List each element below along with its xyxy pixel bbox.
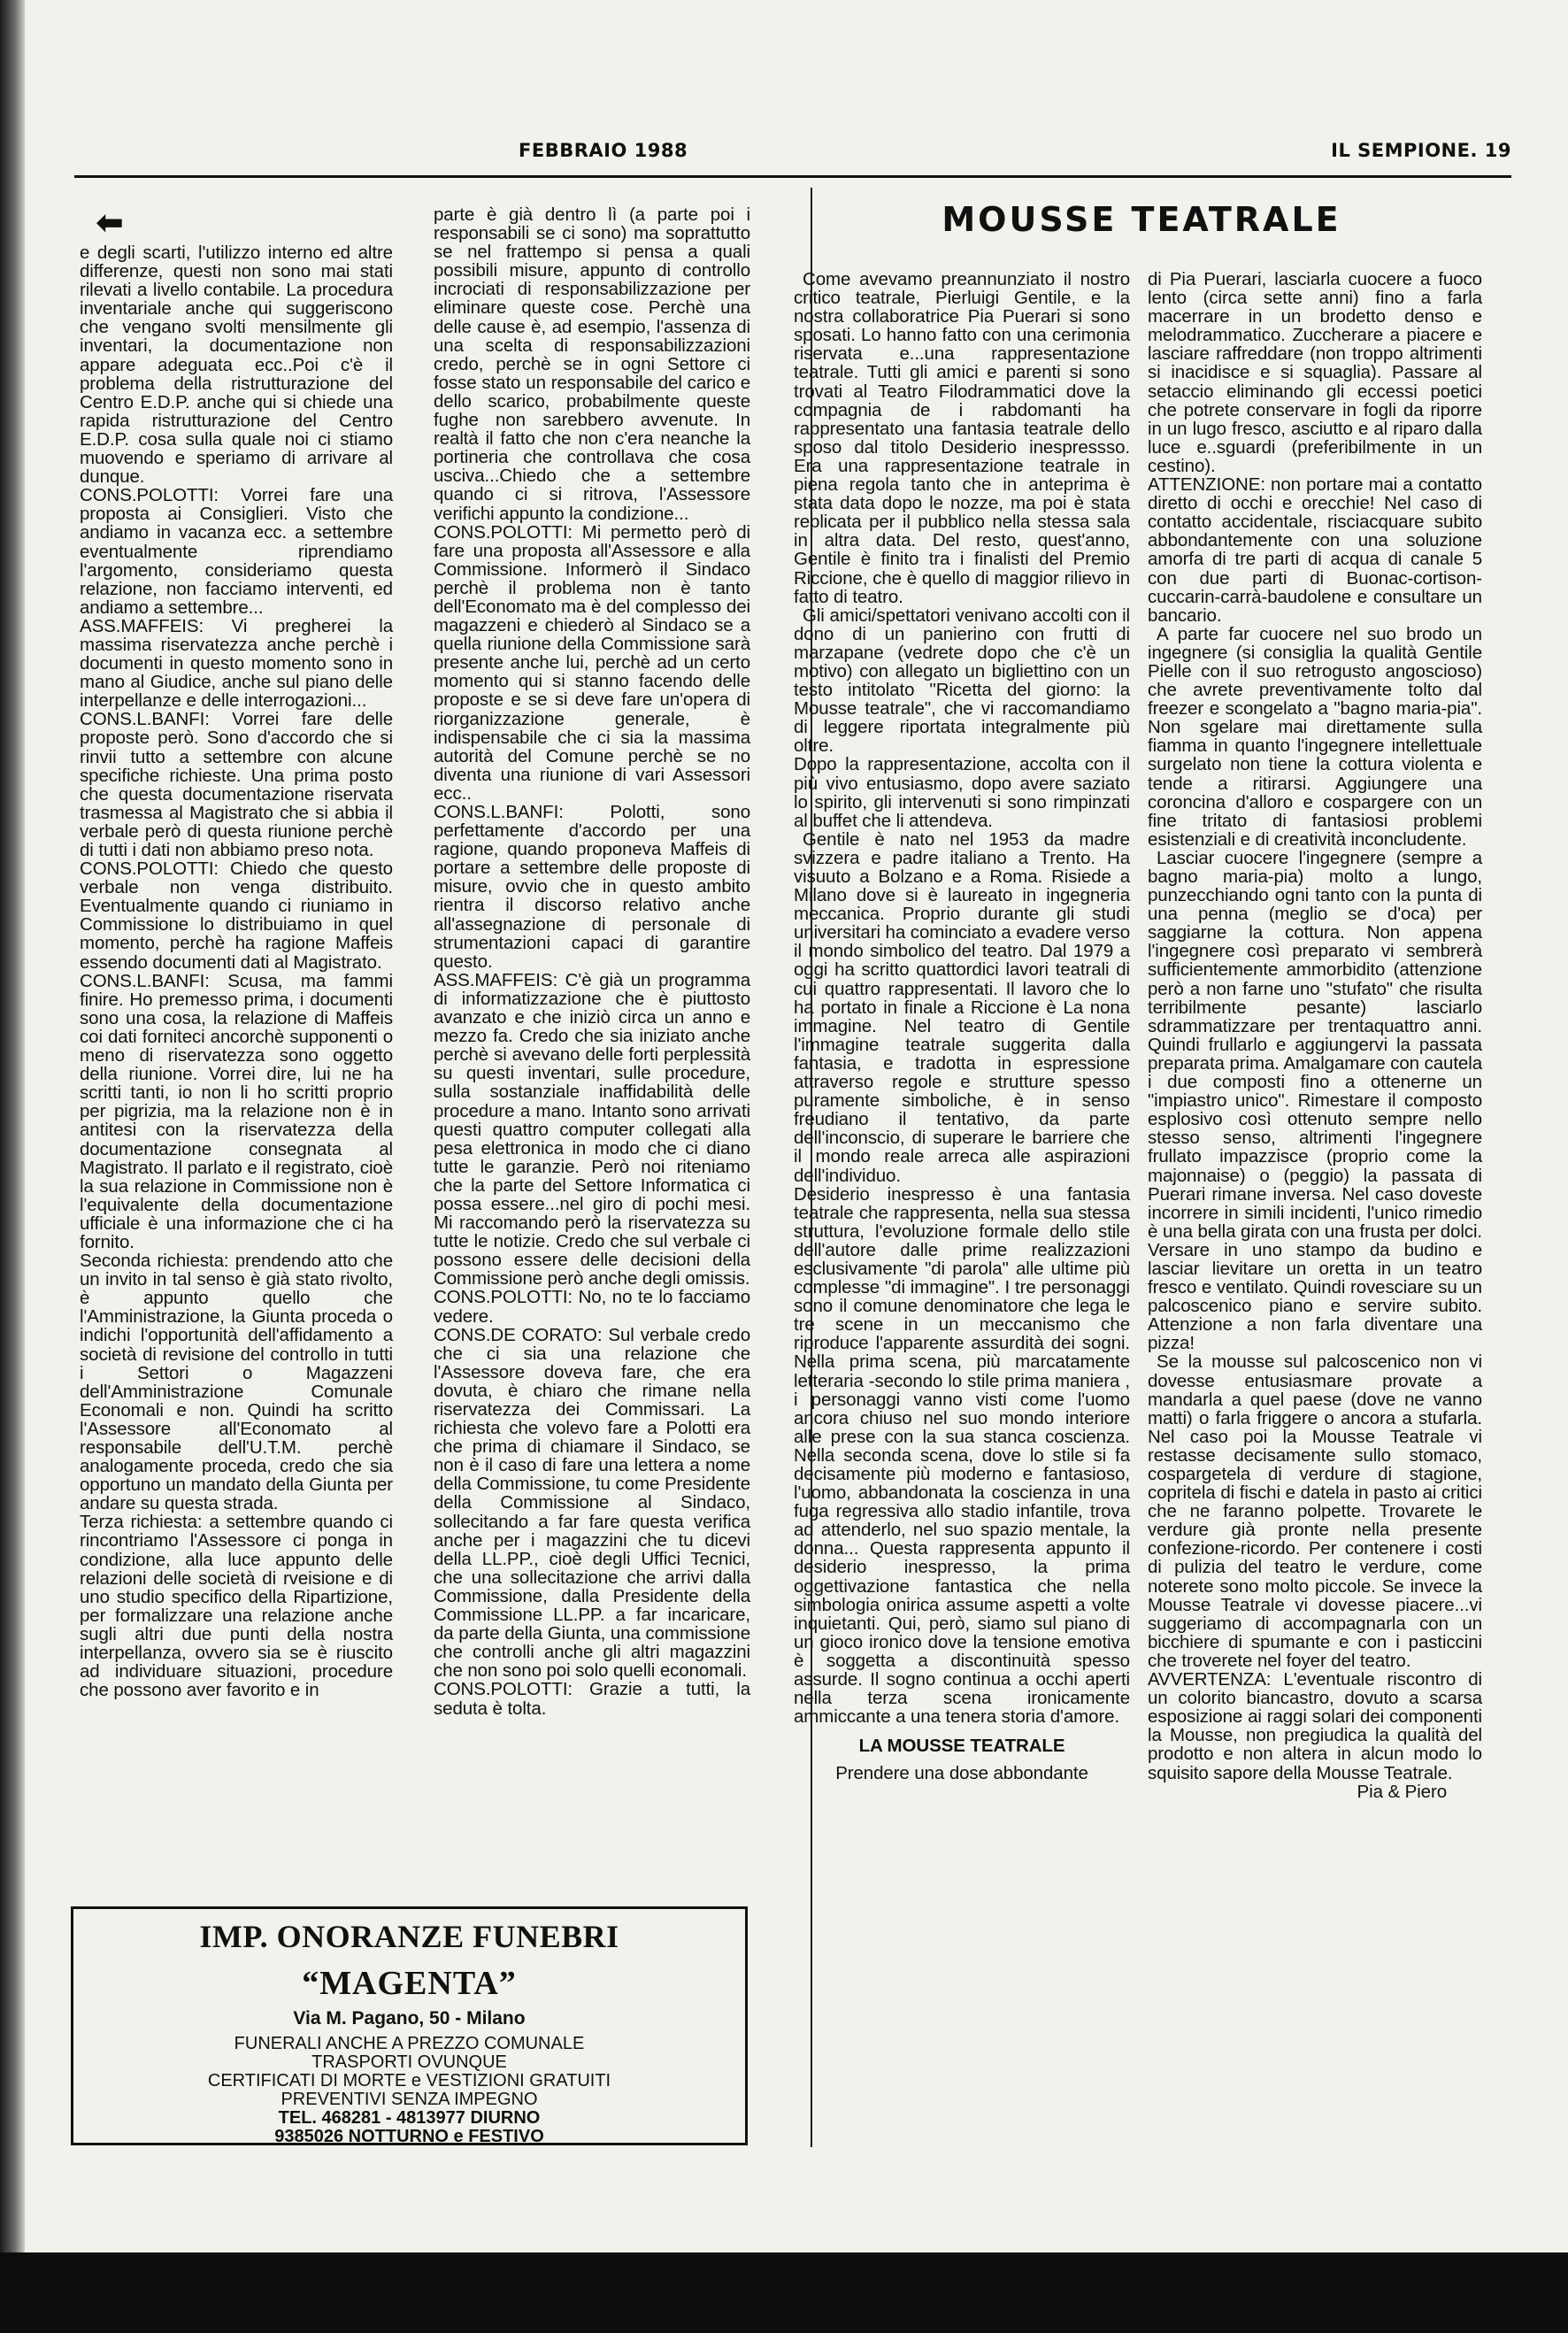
ad-line: PREVENTIVI SENZA IMPEGNO [281,2090,538,2109]
header-rule [74,175,1511,178]
ad-line: TRASPORTI OVUNQUE [311,2052,507,2072]
article-column-2 [1148,270,1482,1801]
paragraph: e degli scarti, l'utilizzo interno ed altre differenze, questi non sono mai stati rilevati a livello contabile. La procedura inventariale anche qui suggeriscono che vengano svolti mensilmente gli inventari, la documentazione non appare adeguata ecc..Poi c'è il problema della ristrutturazione del Centro E.D.P. anche qui si chiede una rapida ristrutturazione del Centro E.D.P. cosa sulla quale noi ci stiamo muovendo e speriamo di arrivare al dunque. [80,243,393,488]
ad-heading: IMP. ONORANZE FUNEBRI [199,1919,619,1954]
paragraph: ASS.MAFFEIS: Vi pregherei la massima riservatezza anche perchè i documenti in questo momento sono in mano al Giudice, anche sul piano delle interpellanze e delle interrogazioni... [80,615,393,712]
paragraph: Seconda richiesta: prendendo atto che un invito in tal senso è già stato rivolto, è appunto quello che l'Amministrazione, la Giunta proceda o indichi l'opportunità dell'affidamento a società di revisione del controllo in tutti i Settori o Magazzeni dell'Amministrazione Comunale Economali e non. Quindi ha scritto l'Assessore all'Economato al responsabile dell'U.T.M. perchè analogamente proceda, credo che sia opportuno un mandato della Giunta per andare su questa strada. [80,1251,393,1514]
paragraph: CONS.L.BANFI: Polotti, sono perfettamente d'accordo per una ragione, quando proponeva Maffeis di portare a settembre delle proposte di misure, ovvio che in questo ambito rientra il discorso relativo anche all'assegnazione di personale di strumentazioni capaci di garantire questo. [434,802,750,972]
ad-address: Via M. Pagano, 50 - Milano [293,2008,526,2029]
paragraph: Se la mousse sul palcoscenico non vi dovesse entusiasmare provate a mandarla a quel paese (dove ne vanno matti) o farla friggere o ancora a stufarla. Nel caso poi la Mousse Teatrale vi restasse decisamente sullo stomaco, cospargetela di verdure di stagione, copritela di fischi e datela in pasto ai critici che ne faranno polpette. Trovarete le verdure già pronte nella presente confezione-ricordo. Per contenere i costi di pulizia del teatro le verdure, come noterete sono molto piccole. Se invece la Mousse Teatrale vi dovesse piacere...vi suggeriamo di accompagnarla con un bicchiere di spumante e con i pasticcini che troverete nel foyer del teatro. [1148,1351,1482,1671]
paragraph: di Pia Puerari, lasciarla cuocere a fuoco lento (circa sette anni) fino a farla macerrare in un brodetto denso e melodrammatico. Zuccherare a piacere e lasciare raffreddare (non troppo altrimenti si inacidisce e si squaglia). Passare al setaccio eliminando gli eccessi poetici che potrete conservare in fogli da riporre in un lugo fresco, asciutto e al riparo dalla luce e..sguardi (preferibilmente in un cestino). [1148,269,1482,476]
issue-date: FEBBRAIO 1988 [519,140,688,161]
left-arrow-icon: ⬅ [96,203,124,242]
paragraph: CONS.L.BANFI: Vorrei fare delle proposte però. Sono d'accordo che si rinvii tutto a settembre con alcune specifiche richieste. Una prima posto che questa documentazione riservata trasmessa al Magistrato che si abbia il verbale però di questa riunione perchè di tutti i dati non abbiamo preso nota. [80,709,393,860]
paragraph: A parte far cuocere nel suo brodo un ingegnere (si consiglia la qualità Gentile Pielle con il suo retrogusto angoscioso) che avrete preventivamente tolto dal freezer e scongelato a "bagno maria-pia". Non sgelare mai direttamente sulla fiamma in quanto l'ingegnere intellettuale surgelato non tiene la cottura violenta e tende a ritirarsi. Aggiungere una coroncina d'alloro e cospargere con un fine tritato di fantasiosi problemi esistenziali e di creatività inconcludente. [1148,623,1482,850]
paragraph: AVVERTENZA: L'eventuale riscontro di un colorito biancastro, dovuto a scarsa esposizione ai raggi solari dei componenti la Mousse, non pregiudica la qualità del prodotto e non altera in alcun modo lo squisito sapore della Mousse Teatrale. [1148,1669,1482,1783]
paragraph: ATTENZIONE: non portare mai a contatto diretto di occhi e orecchie! Nel caso di contatto accidentale, risciacquare subito abbondantemente con una soluzione amorfa di tre parti di acqua di canale 5 con due parti di Buonac-cortison-cuccarin-carrà-baudolene e consultare un bancario. [1148,474,1482,626]
masthead-page-number: IL SEMPIONE. 19 [1331,140,1511,161]
ad-company-name: “MAGENTA” [302,1965,517,2002]
ad-phone-day: TEL. 468281 - 4813977 DIURNO [278,2108,541,2128]
paragraph: Lasciar cuocere l'ingegnere (sempre a bagno maria-pia) molto a lungo, punzecchiando ogni tanto con la punta di una penna (meglio se d'oca) per saggiarne la cottura. Non appena l'ingegnere così preparato vi sembrerà sufficientemente ammorbidito (attenzione però a non farne uno "stufato" che risulta terribilmente pesante) lasciarlo sdrammatizzare per trentaquattro anni. Quindi frullarlo e aggiungervi la passata preparata prima. Amalgamare con cautela i due composti fino a ottenerne un "impiastro unico". Rimestare il composto esplosivo così ottenuto sempre nello stesso senso, altrimenti l'ingegnere frullato impazzisce (proprio come la majonnaise) o (peggio) la passata di Puerari rimane inversa. Nel caso doveste incorrere in simili incidenti, l'unico rimedio è una bella girata con una frusta per dolci. Versare in uno stampo da budino e lasciar lievitare un oretta in un teatro fresco e ventilato. Quindi rovesciare su un palcoscenico piano e servire subito. Attenzione a non farla diventare una pizza! [1148,847,1482,1354]
report-column-1 [80,243,393,1699]
recipe-first-line: Prendere una dose abbondante [835,1763,1088,1784]
paragraph: Terza richiesta: a settembre quando ci rincontriamo l'Assessore ci ponga in condizione, alla luce appunto delle relazioni delle società di rveisione e di uno studio specifico della Ripartizione, per formalizzare una relazione anche sugli altri due punti della nostra interpellanza, ovvero sia se è riuscito ad individuare situazioni, procedure che possono aver favorito e in [80,1512,393,1701]
ad-phone-night: 9385026 NOTTURNO e FESTIVO [274,2127,544,2146]
page-edge-shadow [0,0,25,2252]
paragraph: parte è già dentro lì (a parte poi i responsabili se ci sono) ma soprattutto se nel frattempo si pensa a quali possibili misure, appunto di controllo incrociati di responsabilizzazione per eliminare queste cose. Perchè una delle cause è, ad esempio, l'assenza di una scelta di responsabilizzazioni credo, perchè se in ogni Settore ci fosse stato un responsabile del carico e dello scarico, probabilmente queste fughe non sarebbero avvenute. In realtà il fatto che non c'era neanche la portineria che controllava che cosa usciva...Chiedo che a settembre quando ci si ritrova, l'Assessore verifichi appunto la condizione... [434,204,750,524]
paragraph: Gentile è nato nel 1953 da madre svizzera e padre italiano a Trento. Ha visuuto a Bolzano e a Roma. Risiede a Milano dove si è laureato in ingegneria meccanica. Proprio durante gli studi universitari ha cominciato a evadere verso il mondo simbolico del teatro. Dal 1979 a oggi ha scritto quattordici lavori teatrali di cui quattro rappresentati. Il lavoro che lo ha portato in finale a Riccione è La nona immagine. Nel teatro di Gentile l'immagine teatrale suggerita dalla fantasia, e tradotta in espressione attraverso regole e strutture spesso puramente simboliche, è in senso freudiano il tentativo, da parte dell'inconscio, di superare le barriere che il mondo reale arreca alle aspirazioni dell'individuo. [794,828,1130,1186]
paragraph: CONS.POLOTTI: Vorrei fare una proposta ai Consiglieri. Visto che andiamo in vacanza ecc. a settembre eventualmente riprendiamo l'argomento, consideriamo questa relazione, non facciamo interventi, ed andiamo a settembre... [80,485,393,618]
paragraph: CONS.L.BANFI: Scusa, ma fammi finire. Ho premesso prima, i documenti sono una cosa, la relazione di Maffeis coi dati forniteci ancorchè supponenti o meno di riservatezza sono oggetto della riunione. Vorrei dire, lui ne ha scritti tanti, io non li ho scritti proprio per pigrizia, ma la relazione non è in antitesi con la riservatezza della documentazione consegnata al Magistrato. Il parlato e il registrato, cioè la sua relazione in Commissione non è l'equivalente della documentazione ufficiale è una informazione che ci ha fornito. [80,970,393,1252]
paragraph: CONS.DE CORATO: Sul verbale credo che ci sia una relazione che l'Assessore doveva fare, che era dovuta, è chiaro che rimane nella riservatezza dei Commissari. La richiesta che volevo fare a Polotti era che prima di chiamare il Sindaco, se non è il caso di fare una lettera a nome della Commissione, tu come Presidente della Commissione al Sindaco, sollecitando a far fare questa verifica anche per i magazzini che tu dicevi della LL.PP., cioè degli Uffici Tecnici, che una sollecitazione che arrivi dalla Commissione, dalla Presidente della Commissione LL.PP. a far incaricare, da parte della Giunta, una commissione che controlli anche gli altri magazzini che non sono poi solo quelli economali. [434,1324,750,1682]
paragraph: CONS.POLOTTI: Mi permetto però di fare una proposta all'Assessore e alla Commissione. Informerò il Sindaco perchè il problema non è tanto dell'Economato ma è del complesso dei magazzeni e chiederò al Sindaco se a quella riunione della Commissione sarà presente anche lui, perchè ad un certo momento qui si stanno facendo delle proposte e se si deve fare un'opera di riorganizzazione generale, è indispensabile che ci sia la massima autorità del Comune perchè se no diventa una riunione di vari Assessori ecc.. [434,521,750,804]
article-column-1 [794,270,1130,1783]
paragraph: CONS.POLOTTI: No, no te lo facciamo vedere. [434,1287,750,1327]
paragraph: Come avevamo preannunziato il nostro critico teatrale, Pierluigi Gentile, e la nostra collaboratrice Pia Puerari si sono sposati. Lo hanno fatto con una cerimonia riservata e...una rappresentazione teatrale. Tutti gli amici e parenti si sono trovati al Teatro Filodrammatici dove la compagnia de i rabdomanti ha rappresentato una fantasia teatrale dello sposo dal titolo Desiderio inespressso. Era una rappresentazione teatrale in piena regola tanto che in anteprima è stata data dopo le nozze, ma poi è stata replicata per il pubblico nella stessa sala in altra data. Del resto, quest'anno, Gentile è finito tra i finalisti del Premio Riccione, che è quello di maggior rilievo in fatto di teatro. [794,269,1130,607]
report-column-2 [434,205,750,1718]
article-signature: Pia & Piero [1357,1781,1447,1802]
paragraph: Gli amici/spettatori venivano accolti con il dono di un panierino con frutti di marzapane (vedrete dopo che c'è un motivo) con allegato un bigliettino con un testo intitolato "Ricetta del giorno: la Mousse teatrale", che vi raccomandiamo di leggere riportata integralmente più oltre. [794,604,1130,757]
paragraph: Dopo la rappresentazione, accolta con il più vivo entusiasmo, dopo avere saziato lo spirito, gli intervenuti si sono rimpinzati al buffet che li attendeva. [794,754,1130,831]
paragraph: ASS.MAFFEIS: C'è già un programma di informatizzazione che è piuttosto avanzato e che iniziò circa un anno e mezzo fa. Credo che sia iniziato anche perchè si avevano delle forti perplessità su questi inventari, sulle procedure, sulla sostanziale inaffidabilità delle procedure a mano. Intanto sono arrivati questi quattro computer collegati alla pesa elettronica in modo che ci diano tutte le garanzie. Però noi riteniamo che la parte del Settore Informatica ci possa essere...nel giro di pochi mesi. Mi raccomando però la riservatezza su tutte le notizie. Credo che sul verbale ci possono essere delle decisioni della Commissione però anche degli omissis. [434,969,750,1290]
funeral-home-ad [71,1906,748,2145]
ad-line: CERTIFICATI DI MORTE e VESTIZIONI GRATUITI [207,2071,611,2090]
ad-line: FUNERALI ANCHE A PREZZO COMUNALE [234,2034,585,2053]
paragraph: CONS.POLOTTI: Chiedo che questo verbale non venga distribuito. Eventualmente quando ci riuniamo in Commissione lo distribuiamo in quel momento, perchè ha ragione Maffeis essendo documenti dati al Magistrato. [80,859,393,973]
paragraph: Desiderio inespresso è una fantasia teatrale che rappresenta, nella sua stessa struttura, l'evoluzione formale dello stile dell'autore dalle prime realizzazioni esclusivamente "di parola" alle ultime più complesse "di immagine". I tre personaggi sono il comune denominatore che lega le tre scene in un meccanismo che riproduce l'apparente assurdità dei sogni. Nella prima scena, più marcatamente letteraria -secondo lo stile prima maniera , i personaggi vanno visti come l'uomo ancora chiuso nel suo mondo interiore alle prese con la sua stanca coscienza. Nella seconda scena, dove lo stile si fa decisamente più moderno e fantasioso, l'uomo, abbandonata la coscienza in una fuga regressiva allo stadio infantile, trova ad attenderlo, nel suo spazio mentale, la donna... Questa rappresenta appunto il desiderio inespresso, la prima oggettivazione fantastica che nella simbologia onirica assume aspetti a volte inquietanti. Qui, però, siamo sul piano di un gioco ironico dove la tensione emotiva è soggetta a discontinuità spesso assurde. Il sogno continua a occhi aperti nella terza scena ironicamente ammiccante a una tenera storia d'amore. [794,1183,1130,1728]
article-title: MOUSSE TEATRALE [942,200,1341,239]
recipe-title: LA MOUSSE TEATRALE [858,1736,1065,1757]
paragraph: CONS.POLOTTI: Grazie a tutti, la seduta è tolta. [434,1679,750,1719]
ad-details [73,2035,745,2146]
